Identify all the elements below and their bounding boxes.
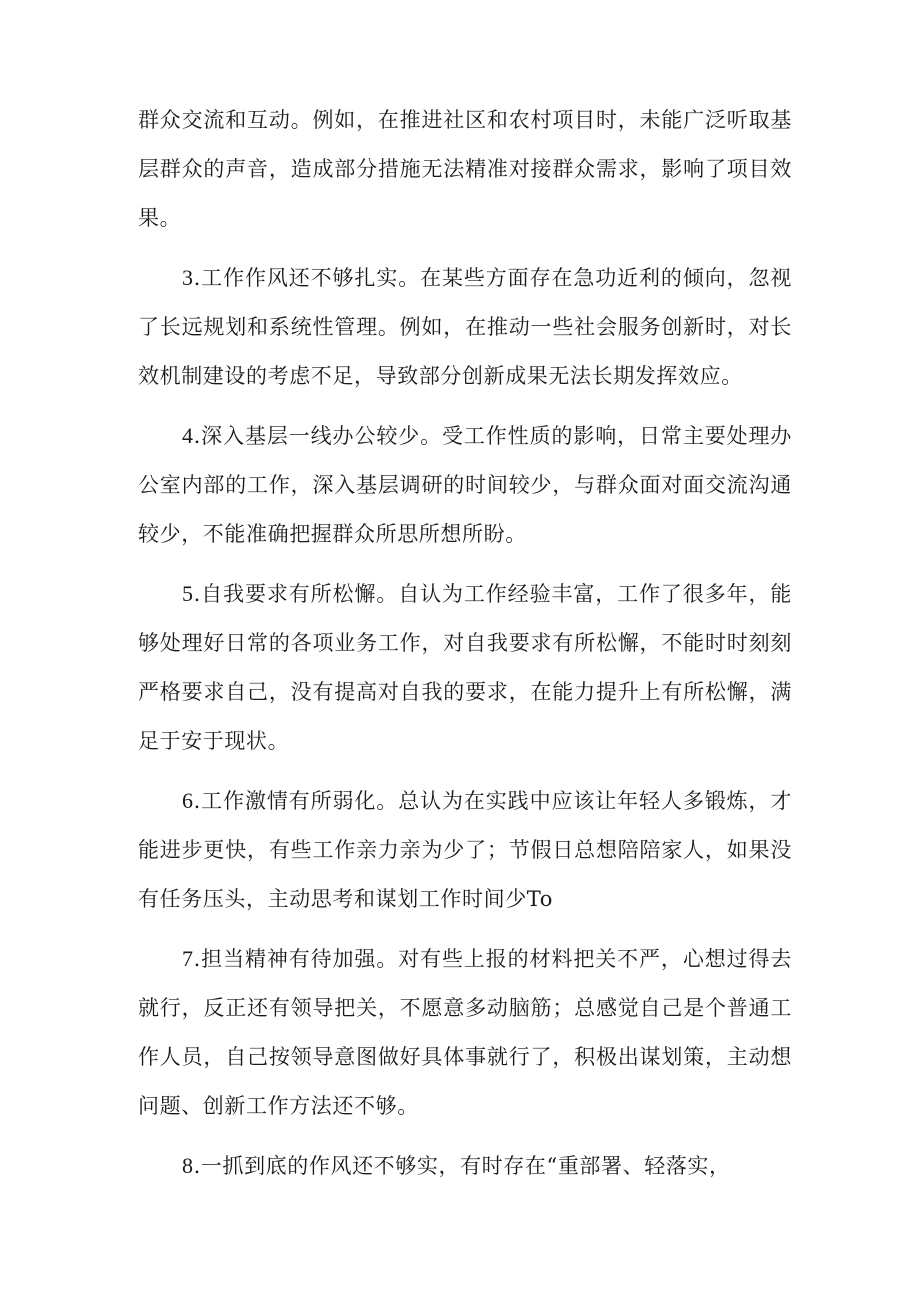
paragraph-text: .工作作风还不够扎实。在某些方面存在急功近利的倾向，忽视了长远规划和系统性管理。例如，在推动一些社会服务创新时，对长效机制建设的考虑不足，导致部分创新成果无法长期发挥效应。: [138, 266, 792, 388]
paragraph-item-7: [138, 934, 792, 1131]
paragraph-number: 4: [182, 423, 194, 448]
paragraph-text: .工作激情有所弱化。总认为在实践中应该让年轻人多锻炼，才能进步更快，有些工作亲力亲为少了；节假日总想陪陪家人，如果没有任务压头，主动思考和谋划工作时间少To: [138, 789, 792, 911]
paragraph-text: .担当精神有待加强。对有些上报的材料把关不严，心想过得去就行，反正还有领导把关，不愿意多动脑筋；总感觉自己是个普通工作人员，自己按领导意图做好具体事就行了，积极出谋划策，主动想问题、创新工作方法还不够。: [138, 947, 792, 1118]
paragraph-number: 5: [182, 581, 194, 606]
paragraph-text: .深入基层一线办公较少。受工作性质的影响，日常主要处理办公室内部的工作，深入基层调研的时间较少，与群众面对面交流沟通较少，不能准确把握群众所思所想所盼。: [138, 424, 792, 546]
paragraph-continuation: [138, 96, 792, 243]
paragraph-item-5: [138, 569, 792, 766]
paragraph-number: 6: [182, 788, 194, 813]
paragraph-number: 3: [182, 265, 194, 290]
paragraph-number: 7: [182, 946, 194, 971]
paragraph-text: .自我要求有所松懈。自认为工作经验丰富，工作了很多年，能够处理好日常的各项业务工作，对自我要求有所松懈，不能时时刻刻严格要求自己，没有提高对自我的要求，在能力提升上有所松懈，满足于安于现状。: [138, 582, 792, 753]
paragraph-item-3: [138, 253, 792, 401]
document-body: [138, 96, 792, 1191]
paragraph-item-4: [138, 411, 792, 559]
paragraph-text: 群众交流和互动。例如，在推进社区和农村项目时，未能广泛听取基层群众的声音，造成部分措施无法精准对接群众需求，影响了项目效果。: [138, 108, 792, 230]
paragraph-number: 8: [182, 1153, 194, 1178]
paragraph-item-6: [138, 776, 792, 924]
paragraph-text: .一抓到底的作风还不够实，有时存在“重部署、轻落实，: [193, 1154, 731, 1178]
paragraph-item-8: [138, 1141, 792, 1191]
